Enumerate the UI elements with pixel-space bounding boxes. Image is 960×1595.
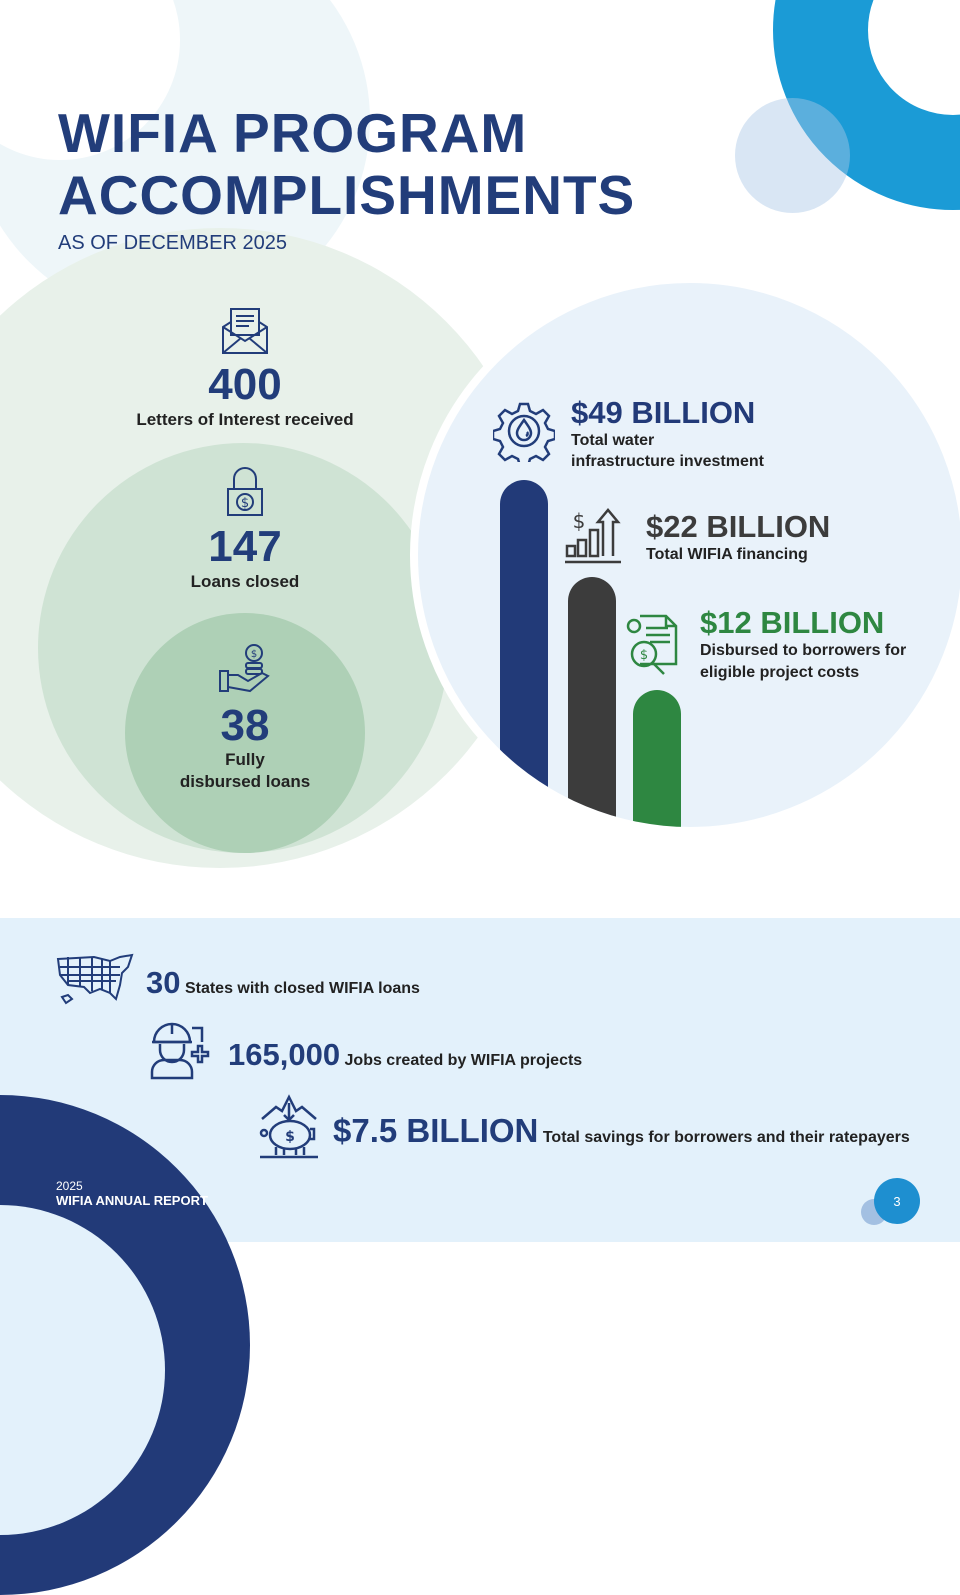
financial-value: $49 BILLION [571, 395, 756, 430]
financial-value: $12 BILLION [700, 605, 885, 640]
page-title: WIFIA PROGRAM ACCOMPLISHMENTS [58, 102, 636, 226]
page-number: 3 [874, 1178, 920, 1224]
impact-label: Total savings for borrowers and their ratepayers [542, 1129, 910, 1146]
impact-label: States with closed WIFIA loans [184, 980, 420, 997]
impact-value: $7.5 BILLION [333, 1112, 539, 1149]
bar-total-investment [500, 480, 548, 835]
svg-text:$: $ [639, 648, 649, 663]
stat-letters-of-interest [110, 305, 380, 431]
svg-text:$: $ [250, 649, 258, 660]
stat-label: disbursed loans [179, 772, 311, 791]
impact-savings [333, 1112, 910, 1150]
financial-wifia-financing [646, 510, 830, 565]
stat-label: Loans closed [190, 572, 300, 591]
document-dollar-search-icon [624, 612, 684, 678]
financial-label: Disbursed to borrowers for [700, 642, 907, 659]
stat-value: 400 [208, 360, 282, 409]
lock-dollar-icon [225, 465, 265, 517]
financial-value: $22 BILLION [646, 509, 831, 544]
financial-label: Total water [571, 432, 655, 449]
piggy-bank-savings-icon [258, 1093, 320, 1161]
footer-report-name: WIFIA ANNUAL REPORT [56, 1193, 208, 1208]
page-subtitle: AS OF DECEMBER 2025 [58, 232, 287, 254]
footer-year: 2025 [56, 1179, 83, 1193]
impact-value: 30 [146, 965, 181, 1000]
bar-disbursed [633, 690, 681, 835]
us-map-icon [54, 953, 136, 1005]
stat-label: Fully [225, 750, 265, 769]
financial-label: Total WIFIA financing [646, 546, 808, 563]
financial-total-investment [571, 396, 764, 472]
stat-value: 38 [220, 701, 270, 750]
stat-loans-closed [145, 465, 345, 593]
svg-text:$: $ [572, 509, 586, 533]
impact-jobs [228, 1037, 582, 1073]
hand-coins-icon [218, 643, 272, 697]
envelope-letter-icon [219, 305, 271, 357]
financial-label: infrastructure investment [571, 453, 764, 470]
impact-value: 165,000 [228, 1037, 341, 1072]
financial-label: eligible project costs [700, 664, 860, 681]
bar-growth-dollar-icon [563, 506, 623, 566]
svg-text:$: $ [240, 496, 250, 511]
financial-disbursed [700, 606, 906, 684]
impact-label: Jobs created by WIFIA projects [344, 1052, 583, 1069]
impact-states [146, 965, 420, 1001]
decorative-bubble [735, 98, 850, 213]
stat-label: Letters of Interest received [136, 410, 354, 429]
footer-report-info [56, 1179, 208, 1209]
worker-plus-icon [148, 1018, 214, 1080]
stat-fully-disbursed [145, 643, 345, 793]
stat-value: 147 [208, 522, 282, 571]
bar-wifia-financing [568, 577, 616, 835]
gear-water-drop-icon [493, 400, 555, 462]
svg-text:$: $ [285, 1129, 295, 1145]
